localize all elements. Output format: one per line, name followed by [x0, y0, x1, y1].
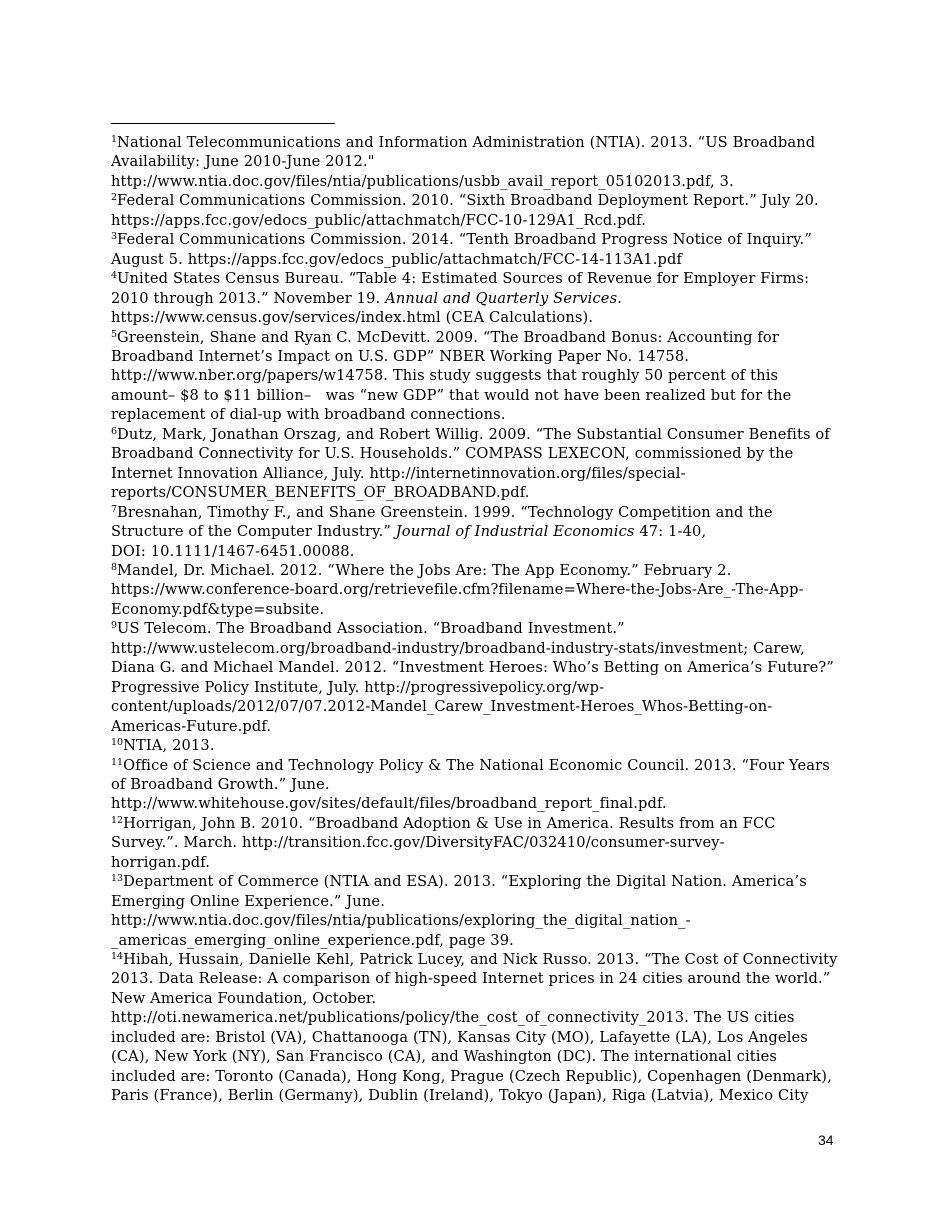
footnote-text: http://www.nber.org/papers/w14758. This study suggests that roughly 50 percent of this — [111, 367, 779, 385]
footnote-text: Emerging Online Experience.” June. — [111, 892, 385, 910]
footnote-text: Mandel, Dr. Michael. 2012. “Where the Jobs Are: The App Economy.” February 2. — [117, 561, 732, 579]
footnote-text: 2013. Data Release: A comparison of high-speed Internet prices in 24 cities around the world.” — [111, 970, 831, 988]
footnote-7 — [111, 503, 839, 561]
footnote-number: 5 — [111, 328, 118, 340]
footnote-text: Federal Communications Commission. 2010. “Sixth Broadband Deployment Report.” July 20. — [117, 192, 819, 210]
footnote-link[interactable]: reports/CONSUMER_BENEFITS_OF_BROADBAND.pdf. — [111, 484, 530, 502]
footnote-link[interactable]: http://www.whitehouse.gov/sites/default/files/broadband_report_final.pdf. — [111, 795, 667, 813]
footnote-8 — [111, 561, 839, 619]
footnote-text: of Broadband Growth.” June. — [111, 775, 330, 793]
footnote-text: Department of Commerce (NTIA and ESA). 2013. “Exploring the Digital Nation. America’s — [123, 873, 807, 891]
footnote-text: National Telecommunications and Information Administration (NTIA). 2013. “US Broadband — [117, 134, 816, 151]
footnote-text: _americas_emerging_online_experience.pdf, page 39. — [111, 931, 514, 949]
footnote-text: Office of Science and Technology Policy & The National Economic Council. 2013. “Four Years — [123, 756, 830, 774]
footnote-separator — [111, 123, 335, 124]
footnote-4 — [111, 269, 839, 327]
footnote-text: United States Census Bureau. “Table 4: Estimated Sources of Revenue for Employer Firms: — [117, 270, 810, 288]
footnote-number: 12 — [111, 814, 124, 826]
footnote-number: 11 — [111, 756, 124, 768]
footnote-text: Hibah, Hussain, Danielle Kehl, Patrick Lucey, and Nick Russo. 2013. “The Cost of Connectivity — [123, 951, 838, 969]
footnote-text: Internet Innovation Alliance, July. http://internetinnovation.org/files/special- — [111, 464, 686, 482]
footnote-text: DOI: 10.1111/1467-6451.00088. — [111, 542, 355, 560]
footnote-number: 3 — [111, 231, 118, 243]
footnote-10 — [111, 736, 839, 755]
footnote-text: http://www.ustelecom.org/broadband-industry/broadband-industry-stats/investment; Carew, — [111, 639, 805, 657]
footnote-text: Progressive Policy Institute, July. http://progressivepolicy.org/wp- — [111, 678, 605, 696]
footnote-text: Horrigan, John B. 2010. “Broadband Adoption & Use in America. Results from an FCC — [123, 814, 776, 832]
footnote-text: 2010 through 2013.” November 19. — [111, 289, 386, 307]
footnote-12 — [111, 814, 839, 872]
footnote-text: 47: 1-40, — [634, 523, 707, 541]
footnote-link[interactable]: horrigan.pdf. — [111, 853, 211, 871]
footnote-text: August 5. https://apps.fcc.gov/edocs_public/attachmatch/FCC-14-113A1.pdf — [111, 250, 683, 268]
footnote-text: Bresnahan, Timothy F., and Shane Greenstein. 1999. “Technology Competition and the — [117, 503, 773, 521]
footnote-text: US Telecom. The Broadband Association. “Broadband Investment.” — [117, 620, 625, 638]
footnote-text: Diana G. and Michael Mandel. 2012. “Investment Heroes: Who’s Betting on America’s Future?” — [111, 659, 834, 677]
footnote-text: Broadband Connectivity for U.S. Households.” COMPASS LEXECON, commissioned by the — [111, 445, 794, 463]
footnote-13 — [111, 872, 839, 950]
footnote-link[interactable]: http://www.ntia.doc.gov/files/ntia/publications/exploring_the_digital_nation_- — [111, 912, 691, 930]
footnote-1 — [111, 133, 839, 191]
footnote-link[interactable]: https://www.conference-board.org/retrievefile.cfm?filename=Where-the-Jobs-Are_-The-App- — [111, 581, 804, 599]
footnote-link[interactable]: Americas-Future.pdf. — [111, 717, 272, 735]
footnote-number: 6 — [111, 425, 118, 437]
page-number: 34 — [818, 1132, 834, 1148]
footnote-number: 7 — [111, 503, 118, 515]
footnote-number: 1 — [111, 134, 118, 145]
footnote-text: Paris (France), Berlin (Germany), Dublin (Ireland), Tokyo (Japan), Riga (Latvia), Mexico City — [111, 1087, 809, 1105]
footnote-text: NTIA, 2013. — [123, 737, 215, 755]
footnote-2 — [111, 191, 839, 230]
footnote-text: Structure of the Computer Industry.” — [111, 523, 396, 541]
footnote-number: 4 — [111, 270, 118, 282]
footnote-text: New America Foundation, October. — [111, 989, 377, 1007]
footnote-14 — [111, 950, 839, 1106]
footnote-text: Federal Communications Commission. 2014. “Tenth Broadband Progress Notice of Inquiry.” — [117, 231, 812, 249]
footnote-link[interactable]: https://www.census.gov/services/index.html (CEA Calculations). — [111, 309, 594, 327]
footnote-text: amount– $8 to $11 billion– was “new GDP” that would not have been realized but for the — [111, 386, 792, 404]
footnote-number: 10 — [111, 737, 124, 749]
footnote-text: Dutz, Mark, Jonathan Orszag, and Robert Willig. 2009. “The Substantial Consumer Benefits of — [117, 425, 830, 443]
footnote-9 — [111, 619, 839, 736]
footnote-5 — [111, 328, 839, 425]
footnote-11 — [111, 756, 839, 814]
footnote-number: 13 — [111, 873, 124, 885]
footnote-text: Greenstein, Shane and Ryan C. McDevitt. 2009. “The Broadband Bonus: Accounting for — [117, 328, 779, 346]
footnote-text: (CA), New York (NY), San Francisco (CA), and Washington (DC). The international cities — [111, 1048, 778, 1066]
footnote-text: http://oti.newamerica.net/publications/policy/the_cost_of_connectivity_2013. The US cities — [111, 1009, 795, 1027]
footnote-number: 8 — [111, 561, 118, 573]
footnote-text: included are: Toronto (Canada), Hong Kong, Prague (Czech Republic), Copenhagen (Denmark), — [111, 1067, 832, 1085]
publication-title: Annual and Quarterly Services. — [385, 289, 622, 307]
footnote-text: included are: Bristol (VA), Chattanooga (TN), Kansas City (MO), Lafayette (LA), Los Angeles — [111, 1028, 808, 1046]
footnote-link[interactable]: http://www.ntia.doc.gov/files/ntia/publications/usbb_avail_report_05102013.pdf, 3. — [111, 172, 734, 190]
footnote-text: Availability: June 2010-June 2012." — [111, 153, 375, 171]
journal-title: Journal of Industrial Economics — [395, 523, 635, 541]
footnotes-section — [111, 133, 839, 1106]
footnote-link[interactable]: Economy.pdf&type=subsite. — [111, 600, 325, 618]
footnote-number: 2 — [111, 192, 118, 204]
footnote-6 — [111, 425, 839, 503]
footnote-3 — [111, 230, 839, 269]
footnote-text: Survey.”. March. http://transition.fcc.gov/DiversityFAC/032410/consumer-survey- — [111, 834, 725, 852]
footnote-text: replacement of dial-up with broadband connections. — [111, 406, 506, 424]
footnote-number: 9 — [111, 620, 118, 632]
footnote-link[interactable]: https://apps.fcc.gov/edocs_public/attachmatch/FCC-10-129A1_Rcd.pdf. — [111, 211, 646, 229]
footnote-link[interactable]: content/uploads/2012/07/07.2012-Mandel_Carew_Investment-Heroes_Whos-Betting-on- — [111, 698, 773, 716]
footnote-number: 14 — [111, 951, 124, 963]
footnote-text: Broadband Internet’s Impact on U.S. GDP” NBER Working Paper No. 14758. — [111, 347, 690, 365]
